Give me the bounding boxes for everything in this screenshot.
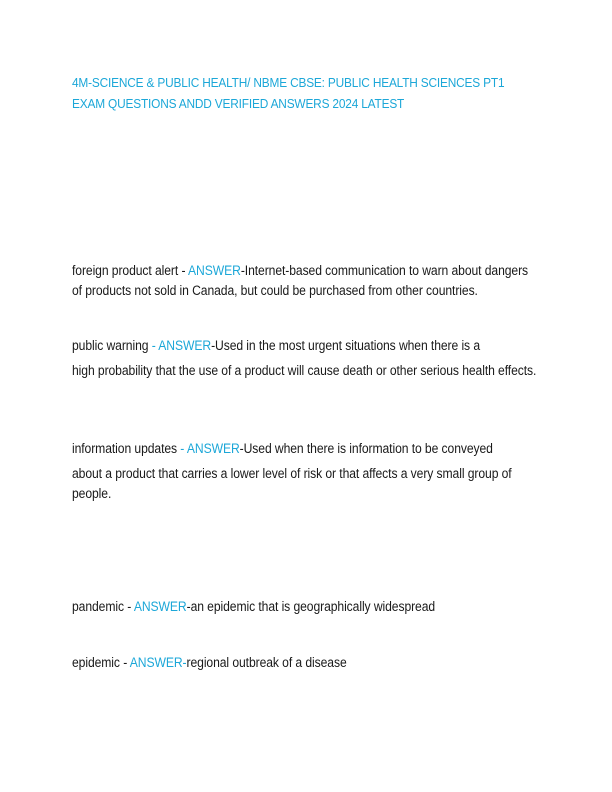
- answer-label: ANSWER: [188, 263, 241, 278]
- entry-text: [72, 597, 540, 617]
- entry-term: epidemic -: [72, 655, 130, 670]
- qa-entry-information-updates: [72, 439, 540, 504]
- qa-entry-epidemic: [72, 653, 540, 673]
- entry-text-line1: [72, 439, 540, 459]
- qa-entry-public-warning: [72, 336, 540, 381]
- entry-definition: -Internet-based communication to warn about dangers of products not sold in Canada, but could be purchased from other countries.: [72, 263, 529, 298]
- entry-term: pandemic -: [72, 599, 134, 614]
- qa-entry-foreign-product-alert: [72, 261, 540, 301]
- entry-text-line1: [72, 336, 540, 356]
- entry-text: [72, 261, 540, 301]
- qa-entry-pandemic: [72, 597, 540, 617]
- entry-text-line2: high probability that the use of a product will cause death or other serious health effects.: [72, 363, 537, 378]
- answer-label: ANSWER: [133, 599, 187, 614]
- entry-text-line2: about a product that carries a lower level of risk or that affects a very small group of people.: [72, 466, 512, 501]
- entry-definition: -Used in the most urgent situations when there is a: [211, 338, 480, 353]
- entry-text: [72, 653, 540, 673]
- answer-label: - ANSWER: [177, 441, 240, 456]
- entry-term: public warning: [72, 338, 149, 353]
- document-title: 4M-SCIENCE & PUBLIC HEALTH/ NBME CBSE: PUBLIC HEALTH SCIENCES PT1 EXAM QUESTIONS ANDD VERIFIED ANSWERS 2024 LATEST: [72, 75, 505, 111]
- entry-definition: regional outbreak of a disease: [186, 655, 347, 670]
- entry-definition: -Used when there is information to be conveyed: [239, 441, 493, 456]
- answer-label: ANSWER-: [129, 655, 187, 670]
- entry-term: information updates: [72, 441, 178, 456]
- entry-term: foreign product alert -: [72, 263, 189, 278]
- entry-definition: -an epidemic that is geographically widespread: [186, 599, 436, 614]
- answer-label: - ANSWER: [148, 338, 212, 353]
